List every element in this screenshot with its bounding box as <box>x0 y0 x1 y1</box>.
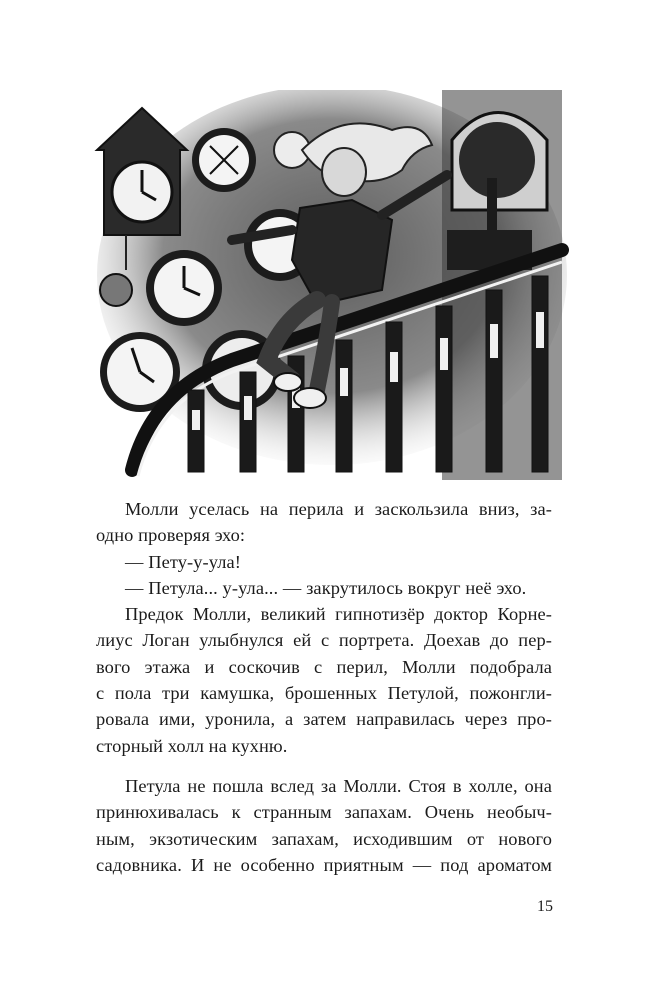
text-line: ровала ими, уронила, а затем направилась через про- <box>96 709 552 730</box>
text-line: вого этажа и соскочив с перил, Молли подобрала <box>96 656 552 677</box>
text-line: принюхивалась к странным запахам. Очень необыч- <box>96 802 552 823</box>
paragraph-block-2 <box>96 773 552 878</box>
text-line: садовника. И не особенно приятным — под ароматом <box>96 854 552 875</box>
text-line: ным, экзотическим запахам, исходившим от нового <box>96 828 552 849</box>
window-with-tree <box>447 113 547 271</box>
text-line: Петула не пошла вслед за Молли. Стоя в холле, она <box>125 776 552 796</box>
text-line: одно проверяя эхо: <box>96 525 246 546</box>
chapter-illustration <box>92 90 570 480</box>
text-line: Молли уселась на перила и заскользила вниз, за- <box>125 499 552 519</box>
round-clock-top <box>192 128 256 192</box>
text-line: с пола три камушка, брошенных Петулой, пожонгли- <box>96 683 552 704</box>
text-line: Предок Молли, великий гипнотизёр доктор Корне- <box>125 604 552 625</box>
round-clock-middle <box>146 250 222 326</box>
text-line: — Пету-у-ула! <box>125 551 242 572</box>
girl-sliding-banister-illustration <box>92 90 570 480</box>
paragraph-block-1 <box>96 496 552 759</box>
text-line: сторный холл на кухню. <box>96 735 288 756</box>
page-number: 15 <box>537 898 553 915</box>
text-line: — Петула... у-ула... — закрутилось вокруг неё эхо. <box>125 577 527 598</box>
text-line: лиус Логан улыбнулся ей с портрета. Доехав до пер- <box>96 630 552 651</box>
